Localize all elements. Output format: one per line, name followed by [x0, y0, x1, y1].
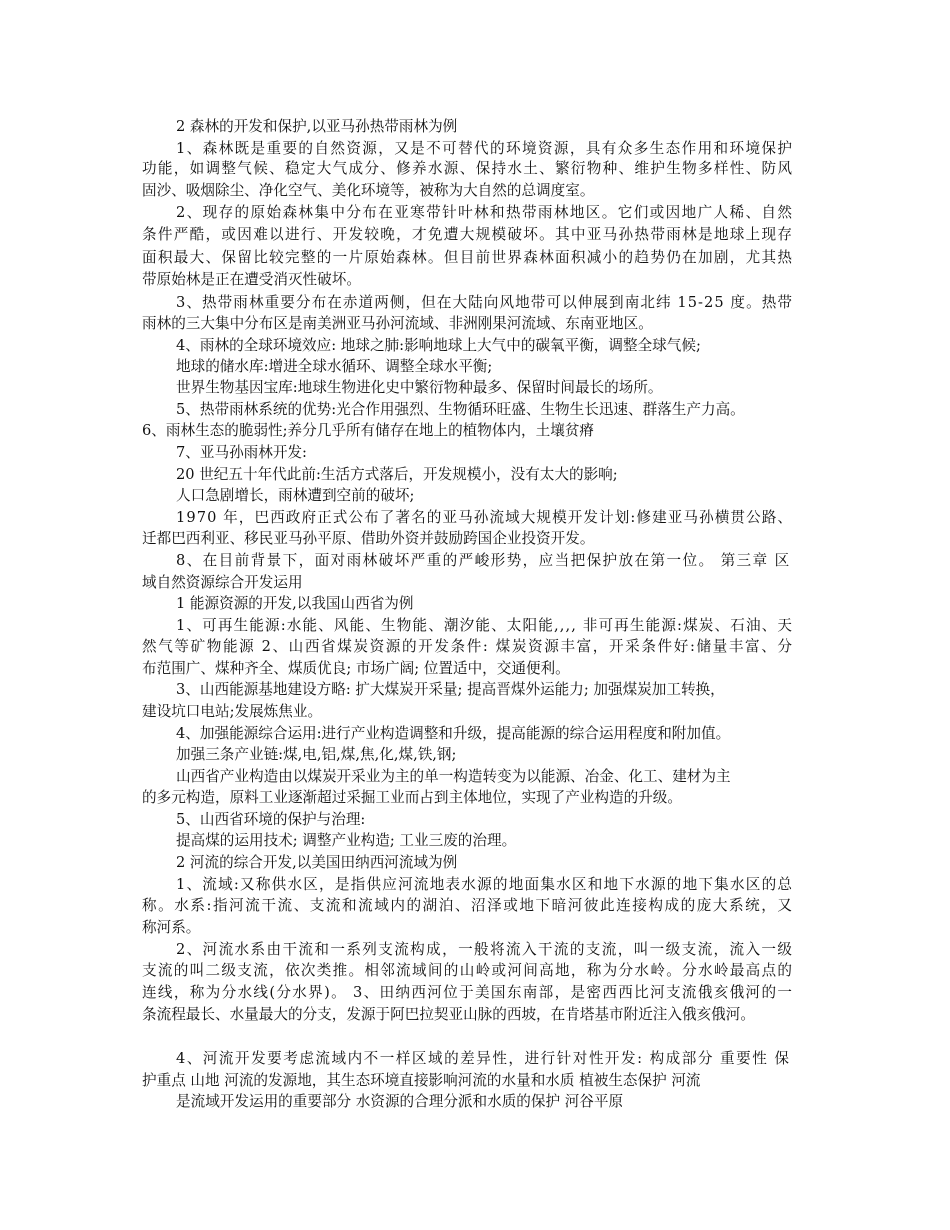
text-line: 世界生物基因宝库:地球生物进化史中繁衍物种最多、保留时间最长的场所。 [176, 379, 663, 396]
text-line: 4、河流开发要考虑流域内不一样区域的差异性，进行针对性开发: 构成部分 重要性 保 [176, 1050, 791, 1067]
text-line: 3、山西能源基地建设方略: 扩大煤炭开采量; 提高晋煤外运能力; 加强煤炭加工转换， [176, 681, 725, 698]
text-line: 条件严酷，或因难以进行、开发较晚，才免遭大规模破坏。其中亚马孙热带雨林是地球上现存 [142, 226, 794, 243]
text-line: 提高煤的运用技术; 调整产业构造; 工业三废的治理。 [176, 832, 517, 849]
text-line: 地球的储水库:增进全球水循环、调整全球水平衡; [176, 358, 493, 375]
text-line: 迁都巴西利亚、移民亚马孙平原、借助外资并鼓励跨国企业投资开发。 [142, 530, 595, 547]
text-line: 人口急剧增长，雨林遭到空前的破坏; [176, 487, 415, 504]
text-line: 2、河流水系由干流和一系列支流构成，一般将流入干流的支流，叫一级支流，流入一级 [176, 941, 794, 958]
text-line: 布范围广、煤种齐全、煤质优良; 市场广阔; 位置适中，交通便利。 [142, 660, 570, 677]
text-line: 固沙、吸烟除尘、净化空气、美化环境等，被称为大自然的总调度室。 [142, 182, 595, 199]
text-line: 然气等矿物能源 2、山西省煤炭资源的开发条件: 煤炭资源丰富，开采条件好:储量丰富、分 [142, 638, 794, 655]
text-line: 5、山西省环境的保护与治理: [176, 811, 366, 828]
text-line: 雨林的三大集中分布区是南美洲亚马孙河流域、非洲刚果河流域、东南亚地区。 [142, 315, 653, 332]
text-line: 1、森林既是重要的自然资源，又是不可替代的环境资源，具有众多生态作用和环境保护 [176, 140, 794, 157]
text-line: 的多元构造，原料工业逐渐超过采掘工业而占到主体地位，实现了产业构造的升级。 [142, 789, 682, 806]
text-line: 1、流域:又称供水区，是指供应河流地表水源的地面集水区和地下水源的地下集水区的总 [176, 876, 794, 893]
text-line: 3、热带雨林重要分布在赤道两侧，但在大陆向风地带可以伸展到南北纬 15-25 度。热带 [176, 294, 794, 311]
text-line: 1970 年，巴西政府正式公布了著名的亚马孙流域大规模开发计划:修建亚马孙横贯公路、 [176, 509, 794, 526]
text-line: 面积最大、保留比较完整的一片原始森林。但目前世界森林面积减小的趋势仍在加剧，尤其热 [142, 249, 794, 266]
text-line: 带原始林是正在遭受消灭性破坏。 [142, 271, 361, 288]
text-line: 20 世纪五十年代此前:生活方式落后，开发规模小，没有太大的影响; [176, 466, 618, 483]
text-line: 功能，如调整气候、稳定大气成分、修养水源、保持水土、繁衍物种、维护生物多样性、防风 [142, 160, 794, 177]
text-line: 5、热带雨林系统的优势:光合作用强烈、生物循环旺盛、生物生长迅速、群落生产力高。 [176, 401, 745, 418]
text-line: 8、在目前背景下，面对雨林破坏严重的严峻形势，应当把保护放在第一位。 第三章 区 [176, 552, 791, 569]
text-line: 7、亚马孙雨林开发: [176, 444, 307, 461]
text-line: 6、雨林生态的脆弱性;养分几乎所有储存在地上的植物体内，土壤贫瘠 [142, 422, 595, 439]
text-line: 加强三条产业链:煤,电,铝,煤,焦,化,煤,铁,钢; [176, 746, 457, 763]
text-line: 连线，称为分水线(分水界)。 3、田纳西河位于美国东南部，是密西西比河支流俄亥俄河的一 [142, 984, 794, 1001]
text-line: 2 森林的开发和保护,以亚马孙热带雨林为例 [176, 118, 458, 135]
text-line: 护重点 山地 河流的发源地，其生态环境直接影响河流的水量和水质 植被生态保护 河流 [142, 1072, 701, 1089]
text-line: 4、雨林的全球环境效应: 地球之肺:影响地球上大气中的碳氧平衡，调整全球气候; [176, 337, 701, 354]
text-line: 是流域开发运用的重要部分 水资源的合理分派和水质的保护 河谷平原 [176, 1093, 624, 1110]
text-line: 称。水系:指河流干流、支流和流域内的湖泊、沼泽或地下暗河彼此连接构成的庞大系统，又 [142, 897, 794, 914]
text-line: 1 能源资源的开发,以我国山西省为例 [176, 595, 414, 612]
text-line: 建设坑口电站;发展炼焦业。 [142, 703, 323, 720]
text-line: 山西省产业构造由以煤炭开采业为主的单一构造转变为以能源、冶金、化工、建材为主 [176, 768, 731, 785]
text-line: 1、可再生能源:水能、风能、生物能、潮汐能、太阳能,,,, 非可再生能源:煤炭、石油、天 [176, 617, 794, 634]
text-line: 支流的叫二级支流，依次类推。相邻流域间的山岭或河间高地，称为分水岭。分水岭最高点的 [142, 962, 794, 979]
text-line: 2 河流的综合开发,以美国田纳西河流域为例 [176, 854, 458, 871]
text-line: 2、现存的原始森林集中分布在亚寒带针叶林和热带雨林地区。它们或因地广人稀、自然 [176, 204, 794, 221]
text-line: 条流程最长、水量最大的分支，发源于阿巴拉契亚山脉的西坡，在肯塔基市附近注入俄亥俄河。 [142, 1006, 755, 1023]
text-line: 域自然资源综合开发运用 [142, 574, 303, 591]
text-line: 4、加强能源综合运用:进行产业构造调整和升级，提高能源的综合运用程度和附加值。 [176, 725, 731, 742]
text-line: 称河系。 [142, 919, 201, 936]
